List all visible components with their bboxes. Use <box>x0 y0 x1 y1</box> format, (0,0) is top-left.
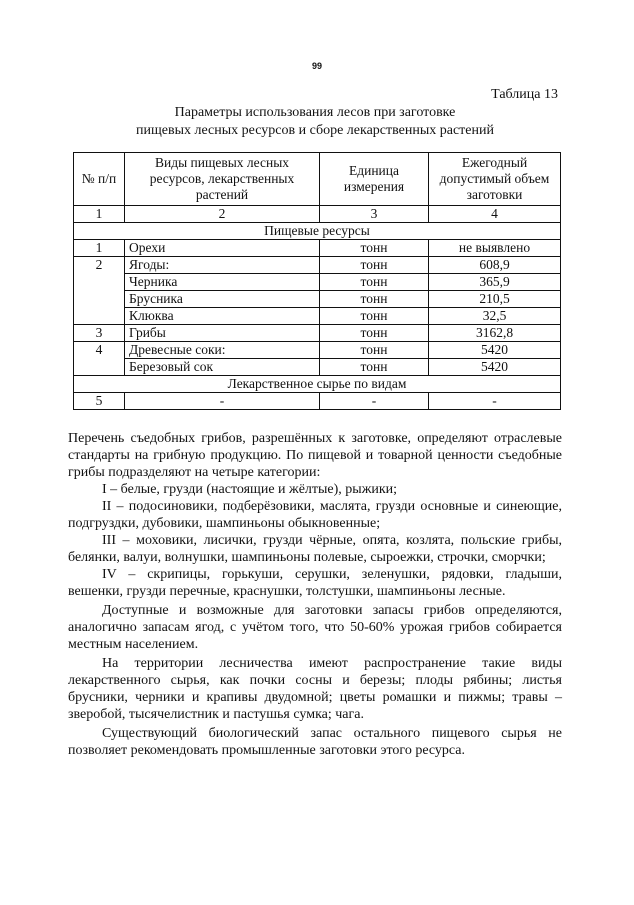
category-3: III – моховики, лисички, грузди чёрные, опята, козлята, польские грибы, белянки, валуи, волнушки, шампиньоны полевые, сыроежки, строчки, сморчки; <box>68 533 562 565</box>
row-name: Орехи <box>125 240 320 257</box>
row-name: Брусника <box>125 291 320 308</box>
row-name: - <box>125 393 320 410</box>
column-index: 3 <box>320 206 429 223</box>
category-1: I – белые, грузди (настоящие и жёлтые), рыжики; <box>102 482 398 497</box>
table-row <box>74 342 561 359</box>
row-unit: тонн <box>320 240 429 257</box>
category-4: IV – скрипицы, горькуши, серушки, зеленушки, рядовки, гладыши, вешенки, грузди перечные, краснушки, толстушки, шампиньоны лесные. <box>68 567 562 599</box>
row-unit: тонн <box>320 342 429 359</box>
row-volume: - <box>429 393 561 410</box>
row-unit: тонн <box>320 257 429 274</box>
body-text <box>68 430 562 759</box>
row-num: 3 <box>74 325 125 342</box>
table-row <box>74 240 561 257</box>
row-num: 5 <box>74 393 125 410</box>
section-title: Пищевые ресурсы <box>74 223 561 240</box>
table-row <box>74 291 561 308</box>
header-volume: Ежегодный допустимый объем заготовки <box>429 153 561 206</box>
section-row-medicinal <box>74 376 561 393</box>
row-num: 2 <box>74 257 125 325</box>
row-name: Березовый сок <box>125 359 320 376</box>
table-header-row <box>74 153 561 206</box>
row-num: 4 <box>74 342 125 376</box>
page-number: 99 <box>311 61 322 71</box>
section-row-food <box>74 223 561 240</box>
paragraph-mushroom-list: Перечень съедобных грибов, разрешённых к заготовке, определяют отраслевые стандарты на грибную продукцию. По пищевой и товарной ценности съедобные грибы подразделяют на четыре категории: <box>68 431 562 480</box>
row-name: Грибы <box>125 325 320 342</box>
paragraph-conclusion: Существующий биологический запас остального пищевого сырья не позволяет рекомендовать промышленные заготовки этого ресурса. <box>68 726 562 758</box>
row-name: Черника <box>125 274 320 291</box>
category-2: II – подосиновики, подберёзовики, маслята, грузди основные и синеющие, подгруздки, дубовики, шампиньоны обыкновенные; <box>68 499 562 531</box>
row-volume: 608,9 <box>429 257 561 274</box>
row-num: 1 <box>74 240 125 257</box>
row-volume: 365,9 <box>429 274 561 291</box>
row-volume: 5420 <box>429 342 561 359</box>
table-row <box>74 325 561 342</box>
header-unit: Единица измерения <box>320 153 429 206</box>
paragraph-medicinal: На территории лесничества имеют распространение такие виды лекарственного сырья, как почки сосны и березы; плоды рябины; листья брусники, черники и крапивы двудомной; цветы ромашки и пижмы; травы – зверобой, тысячелистник и пастушья сумка; чага. <box>68 656 562 722</box>
row-name: Ягоды: <box>125 257 320 274</box>
row-unit: тонн <box>320 291 429 308</box>
table-row <box>74 359 561 376</box>
row-unit: тонн <box>320 274 429 291</box>
row-name: Древесные соки: <box>125 342 320 359</box>
column-index: 1 <box>74 206 125 223</box>
row-volume: 32,5 <box>429 308 561 325</box>
caption-line-1: Параметры использования лесов при заготовке <box>174 105 456 120</box>
header-name: Виды пищевых лесных ресурсов, лекарственных растений <box>125 153 320 206</box>
row-unit: - <box>320 393 429 410</box>
caption-line-2: пищевых лесных ресурсов и сборе лекарственных растений <box>136 123 494 138</box>
table-row <box>74 257 561 274</box>
row-volume: 5420 <box>429 359 561 376</box>
resources-table <box>73 152 561 410</box>
row-volume: 210,5 <box>429 291 561 308</box>
column-index-row <box>74 206 561 223</box>
table-row <box>74 308 561 325</box>
header-num: № п/п <box>74 153 125 206</box>
table-caption <box>60 104 570 140</box>
row-volume: 3162,8 <box>429 325 561 342</box>
row-unit: тонн <box>320 308 429 325</box>
table-label: Таблица 13 <box>491 87 558 102</box>
column-index: 4 <box>429 206 561 223</box>
table-row <box>74 274 561 291</box>
table-row <box>74 393 561 410</box>
row-unit: тонн <box>320 359 429 376</box>
row-volume: не выявлено <box>429 240 561 257</box>
paragraph-stocks: Доступные и возможные для заготовки запасы грибов определяются, аналогично запасам ягод, с учётом того, что 50-60% урожая грибов собирается местным населением. <box>68 603 562 652</box>
column-index: 2 <box>125 206 320 223</box>
row-unit: тонн <box>320 325 429 342</box>
section-title: Лекарственное сырье по видам <box>74 376 561 393</box>
row-name: Клюква <box>125 308 320 325</box>
